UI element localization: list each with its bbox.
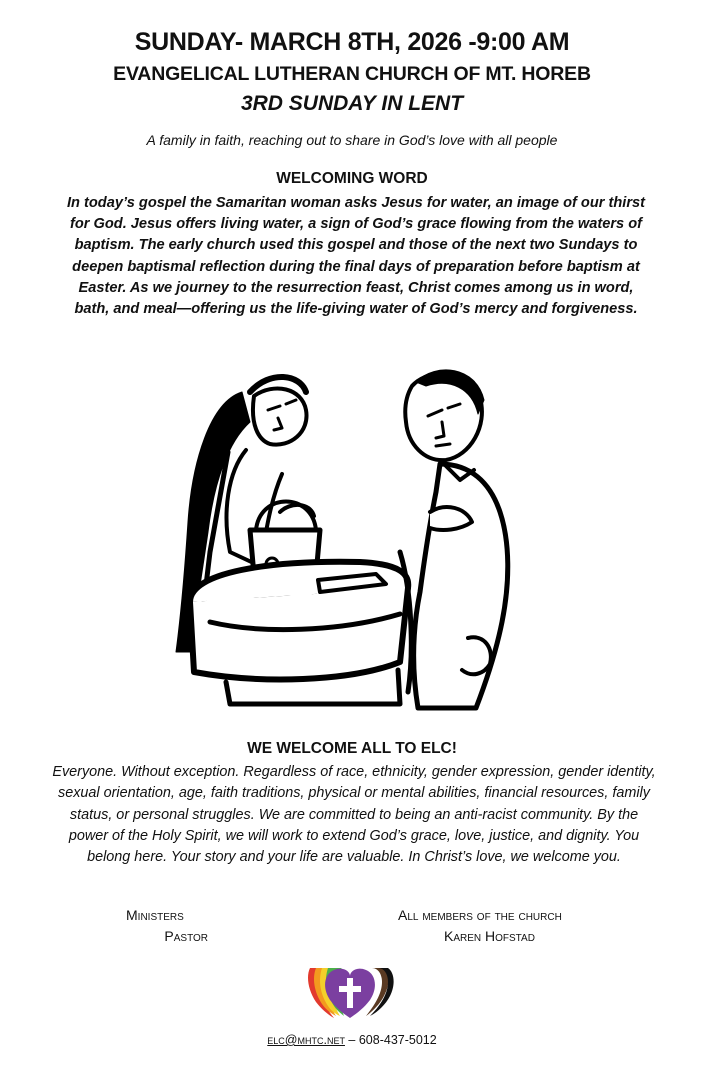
pastor-label: Pastor [164, 928, 208, 944]
footer-separator: – [344, 1033, 359, 1047]
service-date-title: SUNDAY- MARCH 8TH, 2026 -9:00 AM [134, 28, 570, 56]
church-name: EVANGELICAL LUTHERAN CHURCH OF MT. HOREB [113, 63, 591, 85]
liturgical-season: 3RD SUNDAY IN LENT [240, 92, 464, 115]
ministers-value: All members of the church [398, 907, 562, 923]
pastor-name: Karen Hofstad [444, 928, 535, 944]
welcoming-word-heading: WELCOMING WORD [276, 170, 428, 187]
ministers-values [360, 907, 650, 949]
welcome-statement: Everyone. Without exception. Regardless of race, ethnicity, gender expression, gender identity, sexual orientation, age, faith traditions, physical or mental abilities, financial resources, family status, or personal struggles. We are committed to being an anti-racist community. By the power of the Holy Spirit, we will work to extend God’s grace, love, justice, and dignity. You belong here. Your story and your life are valuable. In Christ’s love, we welcome you. [52, 764, 656, 866]
email-link[interactable]: elc@mhtc.net [267, 1033, 345, 1047]
rainbow-heart-cross-icon [304, 962, 396, 1018]
phone-number: 608-437-5012 [358, 1033, 437, 1047]
woman-at-the-well-illustration [150, 352, 550, 722]
church-tagline: A family in faith, reaching out to share in God’s love with all people [146, 132, 558, 148]
contact-footer [0, 1033, 704, 1047]
ministers-labels [126, 907, 216, 949]
ministers-label: Ministers [126, 907, 184, 923]
welcoming-word-body: In today’s gospel the Samaritan woman asks Jesus for water, an image of our thirst for God. Jesus offers living water, a sign of God’s grace flowing from the waters of baptism. The early church used this gospel and those of the next two Sundays to deepen baptismal reflection during the final days of preparation before baptism at Easter. As we journey to the resurrection feast, Christ comes among us in word, bath, and meal—offering us the life-giving water of God’s mercy and forgiveness. [67, 195, 645, 318]
welcome-heading: WE WELCOME ALL TO ELC! [247, 740, 457, 757]
